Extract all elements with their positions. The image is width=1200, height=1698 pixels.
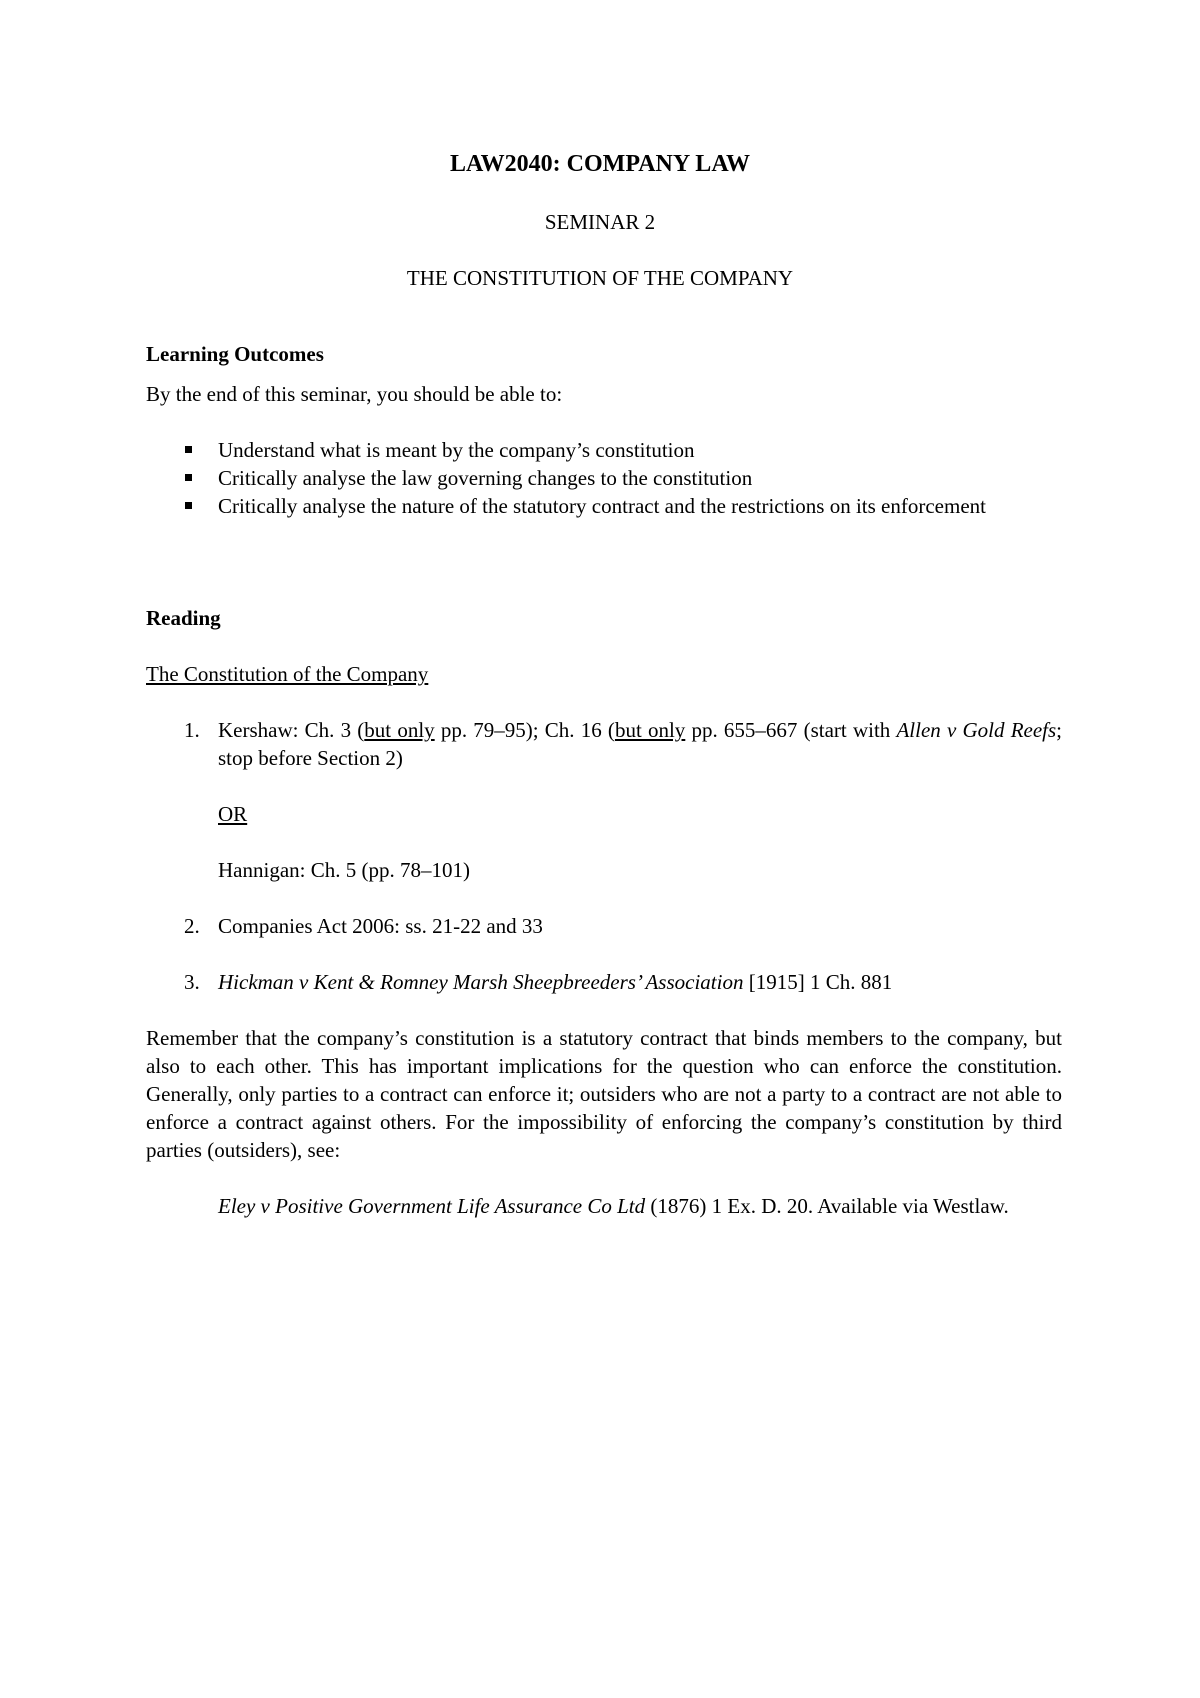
item-number: 2. <box>184 914 200 938</box>
list-item: Critically analyse the nature of the statutory contract and the restrictions on its enforcement <box>146 492 1062 520</box>
learning-outcomes-list <box>146 436 1062 520</box>
item-number: 1. <box>184 718 200 742</box>
item-text: Hickman v Kent & Romney Marsh Sheepbreeders’ Association [1915] 1 Ch. 881 <box>218 970 893 994</box>
case-name: Eley v Positive Government Life Assurance Co Ltd <box>218 1194 646 1218</box>
seminar-number: SEMINAR 2 <box>544 210 656 234</box>
learning-outcomes-heading: Learning Outcomes <box>146 342 324 366</box>
item-text: Kershaw: Ch. 3 (but only pp. 79–95); Ch. 16 (but only pp. 655–667 (start with Allen v Gold Reefs; stop before Section 2) <box>218 718 1063 770</box>
item-text: Companies Act 2006: ss. 21-22 and 33 <box>218 914 543 938</box>
course-title: LAW2040: COMPANY LAW <box>450 151 750 177</box>
constitution-paragraph: Remember that the company’s constitution is a statutory contract that binds members to the company, but also to each other. This has important implications for the question who can enforce the constitution. Generally, only parties to a contract can enforce it; outsiders who are not a party to a contract are not able to enforce a contract against others. For the impossibility of enforcing the company’s constitution by third parties (outsiders), see: <box>146 1026 1062 1162</box>
learning-outcomes-intro: By the end of this seminar, you should be able to: <box>146 382 563 406</box>
list-item: Critically analyse the law governing changes to the constitution <box>146 464 1062 492</box>
reading-item-3 <box>146 968 1062 996</box>
case-name: Allen v Gold Reefs <box>896 718 1057 742</box>
item-number: 3. <box>184 970 200 994</box>
reading-subheading: The Constitution of the Company <box>146 662 429 686</box>
eley-case-reference: Eley v Positive Government Life Assurance Co Ltd (1876) 1 Ex. D. 20. Available via Westlaw. <box>218 1194 1009 1218</box>
reading-item-1 <box>146 716 1062 772</box>
or-label: OR <box>218 802 248 826</box>
alternative-reading: Hannigan: Ch. 5 (pp. 78–101) <box>218 858 470 882</box>
reading-item-2 <box>146 912 1062 940</box>
seminar-topic: THE CONSTITUTION OF THE COMPANY <box>406 266 794 290</box>
square-bullet-icon <box>185 502 192 509</box>
case-name: Hickman v Kent & Romney Marsh Sheepbreeders’ Association <box>218 970 744 994</box>
list-item: Understand what is meant by the company’s constitution <box>146 436 1062 464</box>
reading-heading: Reading <box>146 606 221 630</box>
square-bullet-icon <box>185 474 192 481</box>
square-bullet-icon <box>185 446 192 453</box>
